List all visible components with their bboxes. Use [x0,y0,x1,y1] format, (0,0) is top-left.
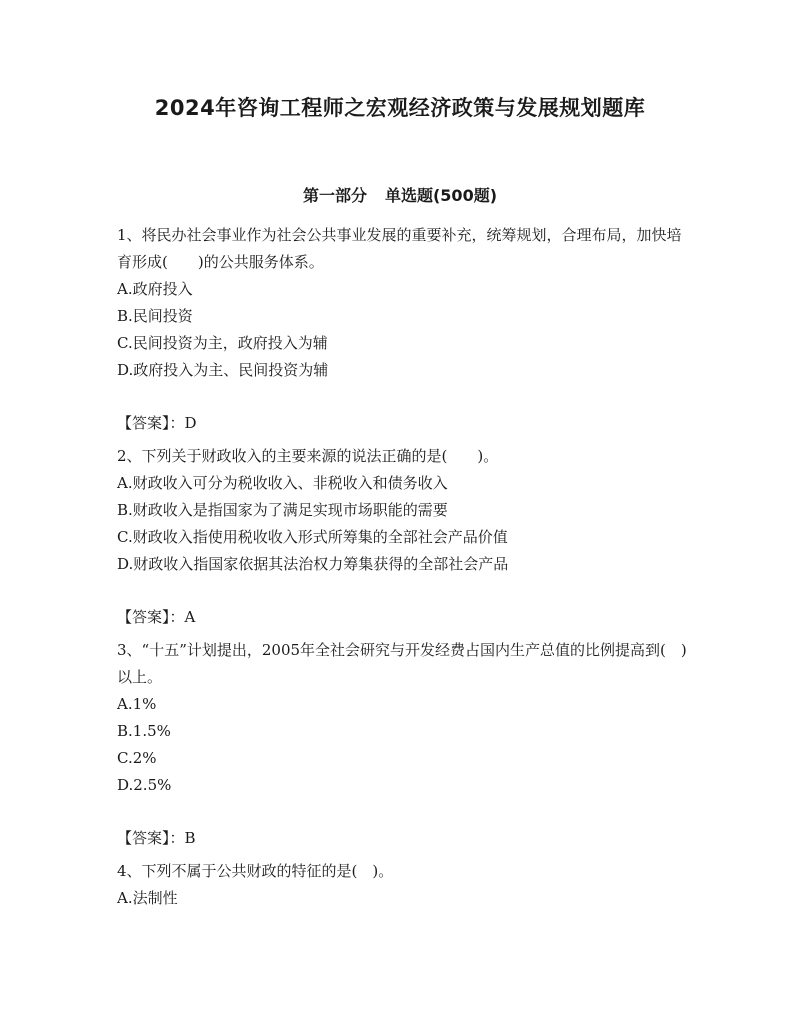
answer-2 [117,604,692,631]
section-name: 单选题(500题) [384,186,498,205]
answer-value: A [184,608,196,626]
option-b: B.财政收入是指国家为了满足实现市场职能的需要 [117,501,448,519]
option-d: D.政府投入为主、民间投资为辅 [117,361,329,379]
question-stem: 2、下列关于财政收入的主要来源的说法正确的是( )。 [117,447,499,465]
question-2 [117,443,692,578]
question-3 [117,637,702,799]
answer-value: B [184,829,196,847]
answer-label: 【答案】： [117,608,185,626]
answer-3 [117,825,692,852]
answer-label: 【答案】： [117,829,185,847]
document-title: 2024年咨询工程师之宏观经济政策与发展规划题库 [154,96,646,120]
answer-label: 【答案】： [117,414,185,432]
option-a: A.1% [117,695,157,713]
option-a: A.政府投入 [117,280,193,298]
option-a: A.法制性 [117,889,178,907]
option-c: C.民间投资为主，政府投入为辅 [117,334,328,352]
option-d: D.2.5% [117,776,172,794]
question-4 [117,858,692,912]
answer-1 [117,410,692,437]
question-stem: 4、下列不属于公共财政的特征的是( )。 [117,862,394,880]
option-a: A.财政收入可分为税收收入、非税收入和债务收入 [117,474,448,492]
question-stem: 1、将民办社会事业作为社会公共事业发展的重要补充，统筹规划，合理布局，加快培育形成( )的公共服务体系。 [117,226,682,271]
option-d: D.财政收入指国家依据其法治权力筹集获得的全部社会产品 [117,555,509,573]
section-part: 第一部分 [302,186,367,205]
question-list [117,222,702,912]
question-stem: 3、“十五”计划提出，2005年全社会研究与开发经费占国内生产总值的比例提高到( ) 以上。 [117,641,702,686]
option-b: B.民间投资 [117,307,193,325]
option-b: B.1.5% [117,722,171,740]
answer-value: D [184,414,197,432]
option-c: C.财政收入指使用税收收入形式所筹集的全部社会产品价值 [117,528,508,546]
question-1 [117,222,692,384]
option-c: C.2% [117,749,157,767]
section-title [0,183,800,206]
